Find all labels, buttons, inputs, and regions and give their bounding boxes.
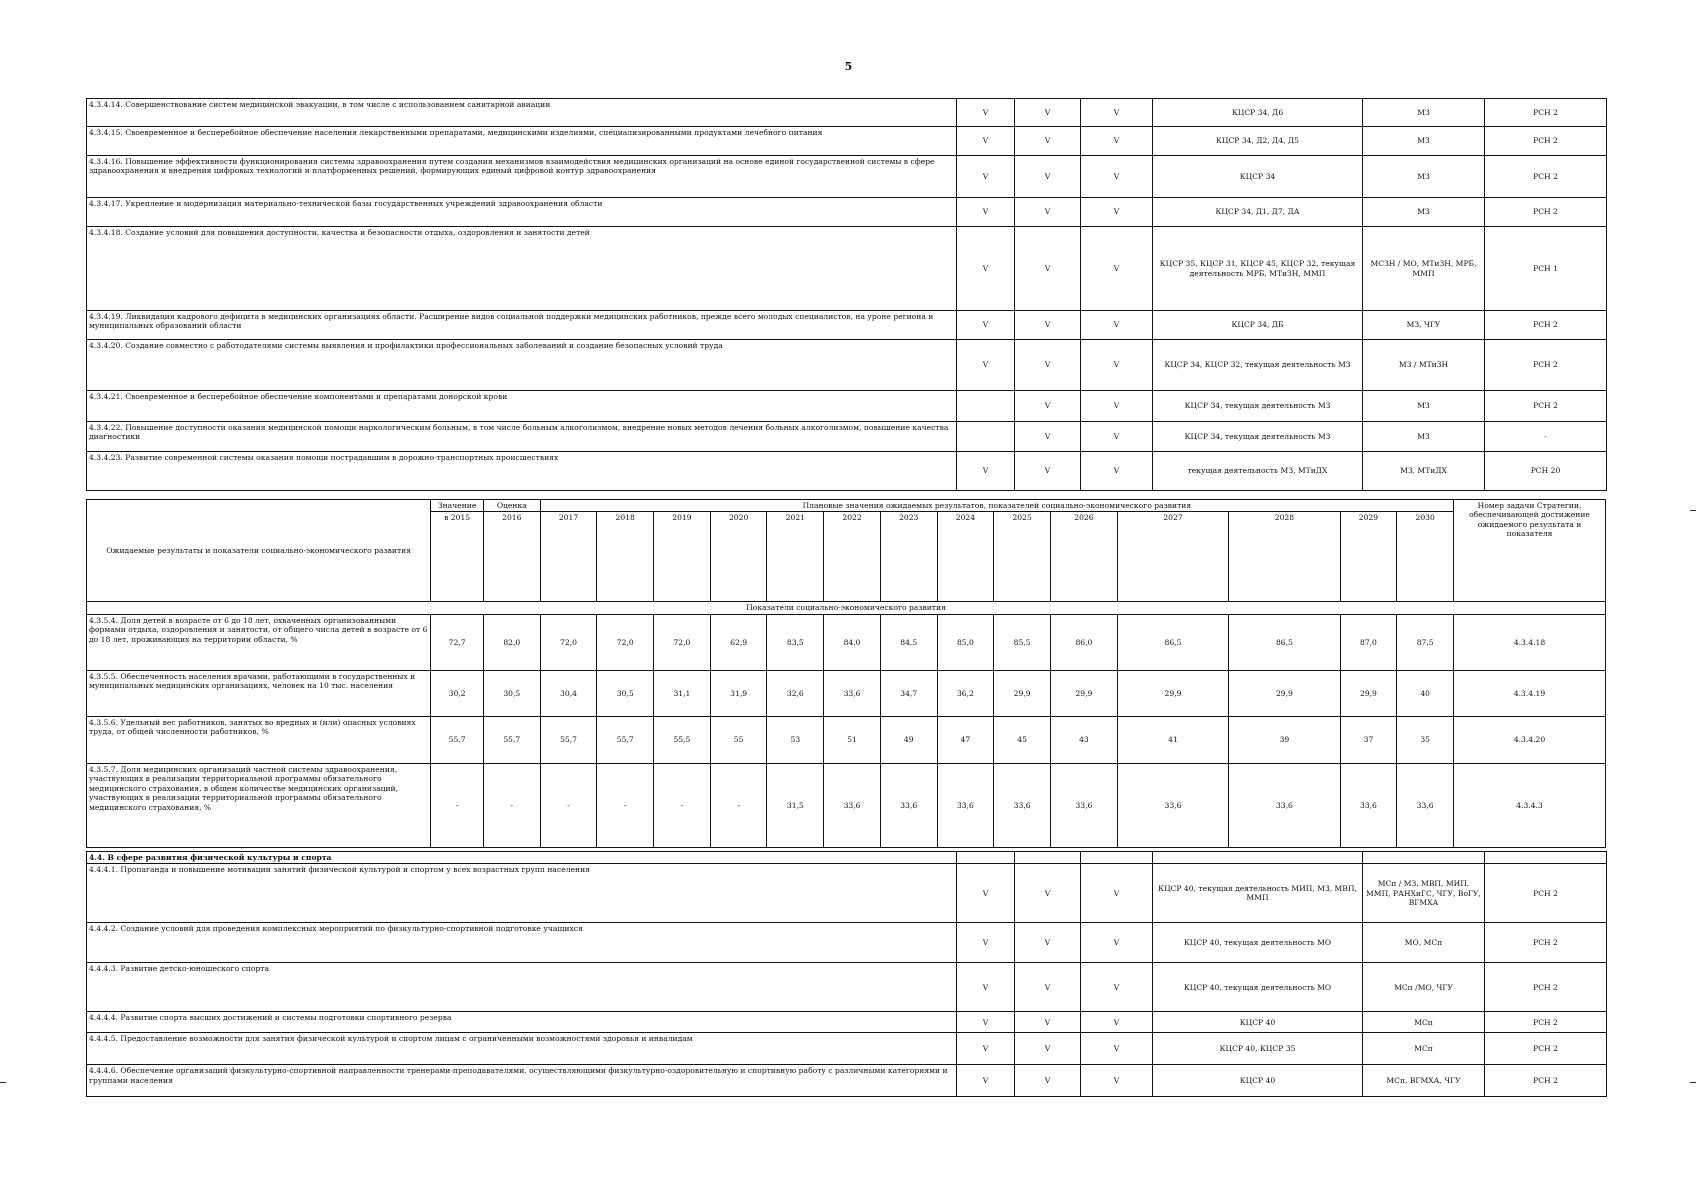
table-row <box>87 391 1607 422</box>
source-cell: КЦСР 40, КЦСР 35 <box>1153 1033 1363 1065</box>
estimate-header-top: Оценка <box>483 500 540 512</box>
task-cell: 4.3.4.22. Повышение доступности оказания медицинской помощи наркологическим больным, в том числе больным алкоголизмом, внедрение новых методов лечения больных алкоголизмом, повышение качества диагностики <box>87 422 957 452</box>
value-cell: 30,5 <box>483 670 540 716</box>
scan-margin-mark <box>1690 510 1696 511</box>
section-row <box>87 852 1607 864</box>
value-cell: - <box>654 763 711 847</box>
rsn-cell: РСН 2 <box>1485 1012 1607 1033</box>
value-cell: 33,6 <box>1397 763 1454 847</box>
year-header: 2024 <box>937 512 994 602</box>
year-header: 2018 <box>597 512 654 602</box>
table-row <box>87 198 1607 227</box>
mark-cell <box>957 391 1015 422</box>
value-cell: 37 <box>1340 716 1397 763</box>
year-header: 2019 <box>654 512 711 602</box>
mark-cell: V <box>1015 963 1081 1012</box>
mark-cell: V <box>1015 923 1081 963</box>
rsn-cell: РСН 2 <box>1485 391 1607 422</box>
task-cell: 4.3.4.17. Укрепление и модернизация материально-технической базы государственных учреждений здравоохранения области <box>87 198 957 227</box>
indicator-name: 4.3.5.5. Обеспеченность населения врачами, работающими в государственных и муниципальных медицинских организациях, человек на 10 тыс. населения <box>87 670 431 716</box>
task-cell: 4.3.4.16. Повышение эффективности функционирования системы здравоохранения путем создания механизмов взаимодействия медицинских организаций на основе единой государственной системы в сфере здравоохранения и внедрения цифровых технологий и платформенных решений, формирующих единый цифровой контур здравоохранения <box>87 156 957 198</box>
scan-margin-mark <box>0 1082 6 1083</box>
value-cell: 30,4 <box>540 670 597 716</box>
value-cell: 72,0 <box>654 614 711 670</box>
mark-cell: V <box>1015 864 1081 923</box>
table-row <box>87 422 1607 452</box>
year-header: 2028 <box>1229 512 1340 602</box>
source-cell: КЦСР 34, КЦСР 32, текущая деятельность МЗ <box>1153 340 1363 391</box>
empty-cell <box>1485 852 1607 864</box>
value-cell: 84,5 <box>880 614 937 670</box>
value-cell: 33,6 <box>824 763 881 847</box>
value-cell: - <box>483 763 540 847</box>
year-header: 2020 <box>710 512 767 602</box>
task-number-header: Номер задачи Стратегии, обеспечивающей достижение ожидаемого результата и показателя <box>1454 500 1606 602</box>
tasks-body-health <box>87 99 1607 491</box>
indicator-name: 4.3.5.4. Доля детей в возрасте от 6 до 18 лет, охваченных организованными формами отдыха, оздоровления и занятости, от общего числа детей в возрасте от 6 до 18 лет, проживающих на территории области, % <box>87 614 431 670</box>
value-cell: 55,7 <box>597 716 654 763</box>
task-ref-cell: 4.3.4.3 <box>1454 763 1606 847</box>
mark-cell: V <box>1081 452 1153 491</box>
value-cell: 53 <box>767 716 824 763</box>
mark-cell: V <box>957 340 1015 391</box>
page-number: 5 <box>844 60 853 73</box>
value-cell: 85,5 <box>994 614 1051 670</box>
value-cell: 86,0 <box>1050 614 1117 670</box>
table-row <box>87 99 1607 127</box>
value-cell: - <box>710 763 767 847</box>
value-cell: 31,5 <box>767 763 824 847</box>
value-cell: 29,9 <box>1050 670 1117 716</box>
mark-cell: V <box>1081 127 1153 156</box>
value-cell: 33,6 <box>1050 763 1117 847</box>
value-cell: 33,6 <box>824 670 881 716</box>
empty-cell <box>1153 852 1363 864</box>
mark-cell: V <box>1081 340 1153 391</box>
results-header: Ожидаемые результаты и показатели социально-экономического развития <box>87 500 431 602</box>
value-cell: 55,7 <box>483 716 540 763</box>
table-row <box>87 716 1606 763</box>
table-row <box>87 227 1607 311</box>
task-cell: 4.4.4.4. Развитие спорта высших достижений и системы подготовки спортивного резерва <box>87 1012 957 1033</box>
source-cell: КЦСР 40 <box>1153 1012 1363 1033</box>
mark-cell: V <box>1081 422 1153 452</box>
source-cell: КЦСР 34, текущая деятельность МЗ <box>1153 422 1363 452</box>
year-header: 2017 <box>540 512 597 602</box>
value-cell: 32,6 <box>767 670 824 716</box>
executor-cell: МЗ, МТиДХ <box>1363 452 1485 491</box>
table-row <box>87 340 1607 391</box>
rsn-cell: РСН 2 <box>1485 156 1607 198</box>
task-cell: 4.3.4.21. Своевременное и бесперебойное обеспечение компонентами и препаратами донорской крови <box>87 391 957 422</box>
table-row <box>87 763 1606 847</box>
value-cell: 72,7 <box>431 614 484 670</box>
source-cell: КЦСР 40, текущая деятельность МО <box>1153 963 1363 1012</box>
value-cell: 87,0 <box>1340 614 1397 670</box>
table-row <box>87 670 1606 716</box>
mark-cell: V <box>1081 1012 1153 1033</box>
value-cell: 33,6 <box>1229 763 1340 847</box>
task-cell: 4.4.4.5. Предоставление возможности для занятия физической культурой и спортом лицам с ограниченными возможностями здоровья и инвалидам <box>87 1033 957 1065</box>
rsn-cell: РСН 2 <box>1485 127 1607 156</box>
mark-cell: V <box>1015 1012 1081 1033</box>
mark-cell: V <box>957 864 1015 923</box>
mark-cell: V <box>957 99 1015 127</box>
value-cell: 34,7 <box>880 670 937 716</box>
executor-cell: МЗ / МТиЗН <box>1363 340 1485 391</box>
mark-cell: V <box>1015 452 1081 491</box>
source-cell: КЦСР 34 <box>1153 156 1363 198</box>
value-cell: - <box>431 763 484 847</box>
rsn-cell: РСН 2 <box>1485 99 1607 127</box>
task-cell: 4.3.4.15. Своевременное и бесперебойное обеспечение населения лекарственными препаратами, медицинскими изделиями, специализированными продуктами лечебного питания <box>87 127 957 156</box>
estimate-header-year: 2016 <box>483 512 540 602</box>
table-row <box>87 614 1606 670</box>
executor-cell: МЗ <box>1363 156 1485 198</box>
indicator-name: 4.3.5.6. Удельный вес работников, занятых во вредных и (или) опасных условиях труда, от общей численности работников, % <box>87 716 431 763</box>
rsn-cell: РСН 2 <box>1485 963 1607 1012</box>
value-cell: 55,5 <box>654 716 711 763</box>
year-header: 2025 <box>994 512 1051 602</box>
mark-cell: V <box>1081 311 1153 340</box>
value-cell: 33,6 <box>1340 763 1397 847</box>
task-cell: 4.4.4.6. Обеспечение организаций физкультурно-спортивной направленности тренерами-преподавателями, осуществляющими физкультурно-оздоровительную и спортивную работу с различными категориями и группами населения <box>87 1065 957 1097</box>
value-cell: 55,7 <box>431 716 484 763</box>
rsn-cell: РСН 2 <box>1485 923 1607 963</box>
mark-cell: V <box>1015 127 1081 156</box>
source-cell: КЦСР 40 <box>1153 1065 1363 1097</box>
table-row <box>87 1033 1607 1065</box>
value-cell: 30,5 <box>597 670 654 716</box>
header-row-top <box>87 500 1606 512</box>
executor-cell: МСп, ВГМХА, ЧГУ <box>1363 1065 1485 1097</box>
value-cell: 43 <box>1050 716 1117 763</box>
rsn-cell: РСН 2 <box>1485 864 1607 923</box>
mark-cell: V <box>1081 391 1153 422</box>
mark-cell: V <box>1015 1033 1081 1065</box>
task-cell: 4.3.4.20. Создание совместно с работодателями системы выявления и профилактики профессиональных заболеваний и создание безопасных условий труда <box>87 340 957 391</box>
mark-cell: V <box>1081 1065 1153 1097</box>
task-ref-cell: 4.3.4.19 <box>1454 670 1606 716</box>
year-header: 2022 <box>824 512 881 602</box>
task-cell: 4.3.4.14. Совершенствование систем медицинской эвакуации, в том числе с использованием санитарной авиации <box>87 99 957 127</box>
value-cell: 29,9 <box>994 670 1051 716</box>
mark-cell: V <box>957 311 1015 340</box>
mark-cell: V <box>1015 227 1081 311</box>
task-cell: 4.4.4.1. Пропаганда и повышение мотивации занятий физической культурой и спортом у всех возрастных групп населения <box>87 864 957 923</box>
executor-cell: МСЗН / МО, МТиЗН, МРБ, ММП <box>1363 227 1485 311</box>
empty-cell <box>1363 852 1485 864</box>
value-cell: 86,5 <box>1117 614 1228 670</box>
executor-cell: МЗ <box>1363 391 1485 422</box>
mark-cell: V <box>1015 99 1081 127</box>
executor-cell: МСп <box>1363 1033 1485 1065</box>
source-cell: КЦСР 34, ДБ <box>1153 311 1363 340</box>
value-cell: 86,5 <box>1229 614 1340 670</box>
mark-cell: V <box>1081 99 1153 127</box>
mark-cell: V <box>957 923 1015 963</box>
mark-cell: V <box>1081 963 1153 1012</box>
source-cell: КЦСР 35, КЦСР 31, КЦСР 45, КЦСР 32, текущая деятельность МРБ, МТиЗН, ММП <box>1153 227 1363 311</box>
mark-cell: V <box>1015 1065 1081 1097</box>
source-cell: КЦСР 34, Д1, Д7, ДА <box>1153 198 1363 227</box>
value-cell: 33,6 <box>1117 763 1228 847</box>
rsn-cell: РСН 2 <box>1485 311 1607 340</box>
value-cell: 87,5 <box>1397 614 1454 670</box>
year-header: 2023 <box>880 512 937 602</box>
mark-cell: V <box>1081 864 1153 923</box>
task-ref-cell: 4.3.4.20 <box>1454 716 1606 763</box>
indicators-section-label: Показатели социально-экономического развития <box>87 602 1606 614</box>
value-cell: 55 <box>710 716 767 763</box>
mark-cell: V <box>1081 1033 1153 1065</box>
executor-cell: МО, МСп <box>1363 923 1485 963</box>
mark-cell: V <box>957 1033 1015 1065</box>
value-cell: 51 <box>824 716 881 763</box>
mark-cell: V <box>1081 156 1153 198</box>
table-row <box>87 963 1607 1012</box>
value-cell: 31,9 <box>710 670 767 716</box>
mark-cell <box>957 422 1015 452</box>
plan-header: Плановые значения ожидаемых результатов, показателей социально-экономического развития <box>540 500 1453 512</box>
task-cell: 4.3.4.23. Развитие современной системы оказания помощи пострадавшим в дорожно-транспортных происшествиях <box>87 452 957 491</box>
tasks-table-health <box>86 98 1607 491</box>
table-row <box>87 923 1607 963</box>
mark-cell: V <box>1015 156 1081 198</box>
year-header: 2027 <box>1117 512 1228 602</box>
value-cell: 47 <box>937 716 994 763</box>
mark-cell: V <box>957 1065 1015 1097</box>
mark-cell: V <box>957 198 1015 227</box>
executor-cell: МСп /МО, ЧГУ <box>1363 963 1485 1012</box>
value-cell: 31,1 <box>654 670 711 716</box>
value-cell: 29,9 <box>1229 670 1340 716</box>
executor-cell: МЗ <box>1363 99 1485 127</box>
table-row <box>87 127 1607 156</box>
value-cell: 85,0 <box>937 614 994 670</box>
value-cell: 35 <box>1397 716 1454 763</box>
mark-cell: V <box>1015 391 1081 422</box>
source-cell: КЦСР 34, Д2, Д4, Д5 <box>1153 127 1363 156</box>
table-row <box>87 1065 1607 1097</box>
mark-cell: V <box>957 963 1015 1012</box>
value-cell: 84,0 <box>824 614 881 670</box>
mark-cell: V <box>957 452 1015 491</box>
mark-cell: V <box>1081 923 1153 963</box>
indicator-name: 4.3.5.7. Доля медицинских организаций частной системы здравоохранения, участвующих в реализации территориальной программы обязательного медицинского страхования, в общем количестве медицинских организаций, участвующих в реализации территориальной программы обязательного медицинского страхования, % <box>87 763 431 847</box>
source-cell: КЦСР 40, текущая деятельность МО <box>1153 923 1363 963</box>
empty-cell <box>1081 852 1153 864</box>
value-cell: 29,9 <box>1117 670 1228 716</box>
indicators-table <box>86 499 1606 848</box>
task-cell: 4.3.4.19. Ликвидация кадрового дефицита в медицинских организациях области. Расширение видов социальной поддержки медицинских работников, прежде всего молодых специалистов, на уроне региона и муниципальных образований области <box>87 311 957 340</box>
value-cell: 41 <box>1117 716 1228 763</box>
mark-cell: V <box>957 127 1015 156</box>
value-cell: 33,6 <box>994 763 1051 847</box>
empty-cell <box>1015 852 1081 864</box>
task-cell: 4.3.4.18. Создание условий для повышения доступности, качества и безопасности отдыха, оздоровления и занятости детей <box>87 227 957 311</box>
value-cell: 55,7 <box>540 716 597 763</box>
rsn-cell: РСН 1 <box>1485 227 1607 311</box>
value-cell: 45 <box>994 716 1051 763</box>
mark-cell: V <box>1081 227 1153 311</box>
value-cell: 39 <box>1229 716 1340 763</box>
executor-cell: МЗ <box>1363 198 1485 227</box>
task-cell: 4.4.4.3. Развитие детско-юношеского спорта <box>87 963 957 1012</box>
year-header: 2026 <box>1050 512 1117 602</box>
executor-cell: МСп / МЗ, МВП, МИП, ММП, РАНХиГС, ЧГУ, ВоГУ, ВГМХА <box>1363 864 1485 923</box>
executor-cell: МЗ <box>1363 127 1485 156</box>
rsn-cell: РСН 2 <box>1485 1033 1607 1065</box>
mark-cell: V <box>957 1012 1015 1033</box>
value-cell: 36,2 <box>937 670 994 716</box>
mark-cell: V <box>957 227 1015 311</box>
rsn-cell: РСН 2 <box>1485 198 1607 227</box>
table-row <box>87 452 1607 491</box>
rsn-cell: РСН 2 <box>1485 340 1607 391</box>
value-cell: 72,0 <box>597 614 654 670</box>
executor-cell: МЗ <box>1363 422 1485 452</box>
executor-cell: МСп <box>1363 1012 1485 1033</box>
section-row <box>87 602 1606 614</box>
task-cell: 4.4.4.2. Создание условий для проведения комплексных мероприятий по физкультурно-спортивной подготовке учащихся <box>87 923 957 963</box>
year-header: 2029 <box>1340 512 1397 602</box>
value-cell: 72,0 <box>540 614 597 670</box>
value-cell: 33,6 <box>880 763 937 847</box>
rsn-cell: - <box>1485 422 1607 452</box>
year-header: 2021 <box>767 512 824 602</box>
table-row <box>87 311 1607 340</box>
empty-cell <box>957 852 1015 864</box>
executor-cell: МЗ, ЧГУ <box>1363 311 1485 340</box>
value-cell: - <box>597 763 654 847</box>
sport-section-title: 4.4. В сфере развития физической культуры и спорта <box>87 852 957 864</box>
value-header-top: Значение <box>431 500 484 512</box>
rsn-cell: РСН 2 <box>1485 1065 1607 1097</box>
mark-cell: V <box>1015 311 1081 340</box>
value-cell: 82,0 <box>483 614 540 670</box>
value-cell: 62,9 <box>710 614 767 670</box>
mark-cell: V <box>1015 340 1081 391</box>
value-cell: 49 <box>880 716 937 763</box>
source-cell: КЦСР 34, текущая деятельность МЗ <box>1153 391 1363 422</box>
mark-cell: V <box>1015 422 1081 452</box>
table-row <box>87 864 1607 923</box>
value-cell: 33,6 <box>937 763 994 847</box>
mark-cell: V <box>1015 198 1081 227</box>
mark-cell: V <box>1081 198 1153 227</box>
rsn-cell: РСН 20 <box>1485 452 1607 491</box>
source-cell: КЦСР 34, Д6 <box>1153 99 1363 127</box>
scan-margin-mark <box>1690 1082 1696 1083</box>
task-ref-cell: 4.3.4.18 <box>1454 614 1606 670</box>
year-header: 2030 <box>1397 512 1454 602</box>
source-cell: текущая деятельность МЗ, МТиДХ <box>1153 452 1363 491</box>
mark-cell: V <box>957 156 1015 198</box>
value-cell: 83,5 <box>767 614 824 670</box>
value-cell: - <box>540 763 597 847</box>
value-cell: 40 <box>1397 670 1454 716</box>
table-row <box>87 156 1607 198</box>
source-cell: КЦСР 40, текущая деятельность МИП, МЗ, МВП, ММП <box>1153 864 1363 923</box>
table-row <box>87 1012 1607 1033</box>
value-cell: 30,2 <box>431 670 484 716</box>
value-header-year: в 2015 <box>431 512 484 602</box>
tasks-table-sport <box>86 851 1607 1097</box>
value-cell: 29,9 <box>1340 670 1397 716</box>
